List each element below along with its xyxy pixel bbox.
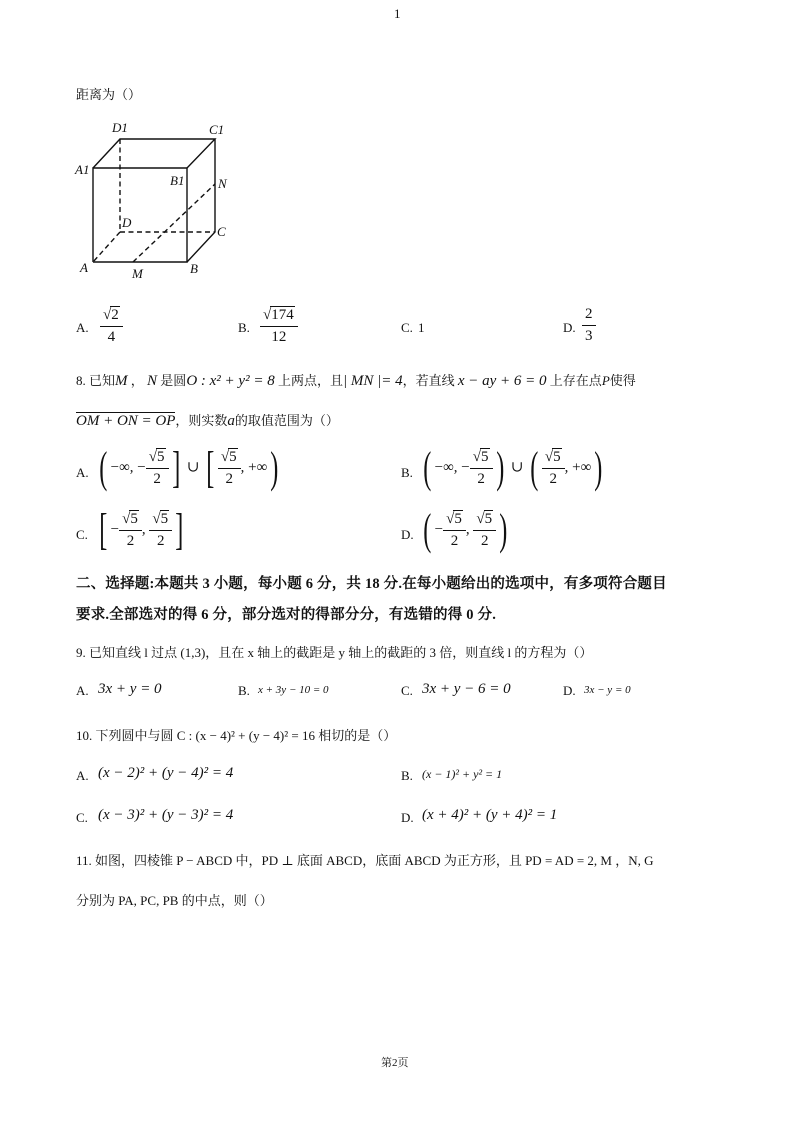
cube-figure xyxy=(70,112,250,287)
q7-option-a-fraction: $\frac{√2}{4}$ xyxy=(100,306,123,347)
q8-option-b-letter: B. xyxy=(401,465,413,480)
q8-option-d-letter: D. xyxy=(401,527,414,542)
q9-option-a-text: 3x + y = 0 xyxy=(98,681,162,697)
q9-option-c-text: 3x + y − 6 = 0 xyxy=(422,681,511,697)
q8-option-a-interval: ( −∞, − $\frac{√5}{2}$ ] ∪ [ $\frac{√5}{2}$ , +∞) xyxy=(99,443,279,492)
label-D: D xyxy=(122,215,132,230)
label-B1: B1 xyxy=(170,173,185,188)
label-B: B xyxy=(190,261,198,276)
q10-stem: 10. 下列圆中与圆 C : (x − 4)² + (y − 4)² = 16 相切的是（） xyxy=(76,728,397,743)
q10-option-a-letter: A. xyxy=(76,768,89,783)
q10-option-c-text: (x − 3)² + (y − 3)² = 4 xyxy=(98,807,234,823)
page-mark: 1 xyxy=(394,6,401,21)
q9-option-d-letter: D. xyxy=(563,683,576,698)
q8-option-c-interval: [ − $\frac{√5}{2}$ , $\frac{√5}{2}$ ] xyxy=(99,505,184,554)
q7-option-d-fraction: $\frac{2}{3}$ xyxy=(582,306,596,346)
cube-top-face xyxy=(93,139,215,168)
q8-option-d-interval: ( − $\frac{√5}{2}$ , $\frac{√5}{2}$ ) xyxy=(423,505,508,554)
section2-heading-line1: 二、选择题:本题共 3 小题，每小题 6 分，共 18 分.在每小题给出的选项中，有多项符合题目 xyxy=(76,576,667,592)
q10-option-d-letter: D. xyxy=(401,810,414,825)
q11-stem-line2: 分别为 PA, PC, PB 的中点，则（） xyxy=(76,893,273,908)
q8-option-b-interval: ( −∞, − $\frac{√5}{2}$ ) ∪ ( $\frac{√5}{2}$ , +∞) xyxy=(423,443,603,492)
label-D1: D1 xyxy=(112,120,128,135)
q10-option-c-letter: C. xyxy=(76,810,88,825)
q10-option-a-text: (x − 2)² + (y − 4)² = 4 xyxy=(98,765,234,781)
q9-option-d-text: 3x − y = 0 xyxy=(584,684,631,696)
section2-heading-line2: 要求.全部选对的得 6 分，部分选对的得部分分，有选错的得 0 分. xyxy=(76,607,497,623)
q8-option-a-letter: A. xyxy=(76,465,89,480)
q7-option-c-letter: C. xyxy=(401,320,413,335)
q10-option-d-text: (x + 4)² + (y + 4)² = 1 xyxy=(422,807,558,823)
q7-option-c-value: 1 xyxy=(418,320,425,335)
q9-option-a-letter: A. xyxy=(76,683,89,698)
q9-stem: 9. 已知直线 l 过点 (1,3)，且在 x 轴上的截距是 y 轴上的截距的 3 倍，则直线 l 的方程为（） xyxy=(76,645,593,660)
q10-option-b-text: (x − 1)² + y² = 1 xyxy=(422,767,503,781)
label-A1: A1 xyxy=(75,162,90,177)
label-C1: C1 xyxy=(209,122,225,137)
label-M: M xyxy=(132,266,143,281)
q7-stem-tail: 距离为（） xyxy=(76,87,142,102)
q7-option-d-letter: D. xyxy=(563,320,576,335)
q7-option-a-letter: A. xyxy=(76,320,89,335)
q10-option-b-letter: B. xyxy=(401,768,413,783)
q7-option-b-letter: B. xyxy=(238,320,250,335)
q7-option-b-fraction: $\frac{√174}{12}$ xyxy=(260,306,298,347)
q11-stem-line1: 11. 如图，四棱锥 P − ABCD 中，PD ⊥ 底面 ABCD，底面 ABCD 为正方形，且 PD = AD = 2, M ，N, G xyxy=(76,853,654,868)
q9-option-c-letter: C. xyxy=(401,683,413,698)
q8-stem-line1: 8. 已知M ， N 是圆O : x² + y² = 8 上两点，且| MN |= 4，若直线 x − ay + 6 = 0 上存在点P使得 xyxy=(76,373,636,389)
label-A: A xyxy=(80,260,88,275)
q8-stem-line2: OM + ON = OP，则实数a的取值范围为（） xyxy=(76,413,339,429)
label-N: N xyxy=(218,176,227,191)
vector-equation: OM + ON = OP xyxy=(76,413,176,429)
q9-option-b-text: x + 3y − 10 = 0 xyxy=(258,684,329,696)
q8-option-c-letter: C. xyxy=(76,527,88,542)
page-footer-label: 第2页 xyxy=(381,1057,409,1069)
label-C: C xyxy=(217,224,226,239)
cube-right-edges xyxy=(187,139,215,262)
q9-option-b-letter: B. xyxy=(238,683,250,698)
